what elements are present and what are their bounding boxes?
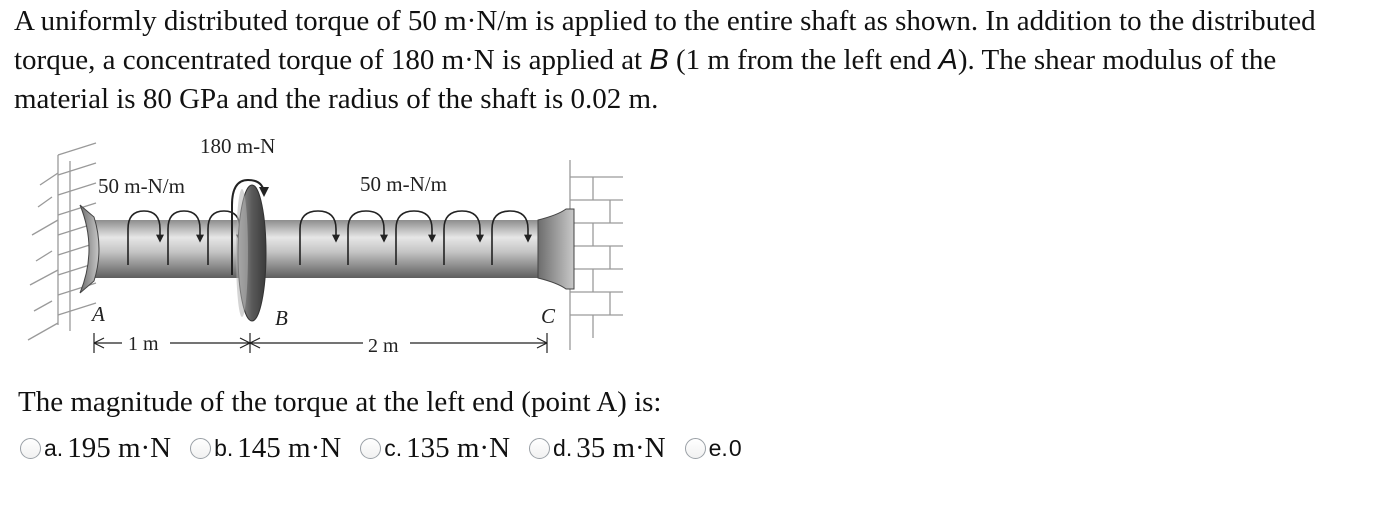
point-b-symbol: B <box>649 44 669 76</box>
option-b[interactable] <box>190 432 341 465</box>
point-a-label: A <box>92 302 105 326</box>
point-a-symbol: A <box>938 44 958 76</box>
right-shaft-end <box>538 209 574 289</box>
distributed-torque-label-right: 50 m-N/m <box>360 172 447 196</box>
option-letter: e. <box>708 435 728 461</box>
option-e[interactable] <box>685 435 746 462</box>
option-value: 195 m·N <box>67 432 172 464</box>
option-letter: c. <box>384 435 403 461</box>
problem-text-part2: (1 m from the left end <box>668 44 939 76</box>
answer-options <box>20 432 765 465</box>
radio-button-a[interactable] <box>20 438 41 459</box>
option-d[interactable] <box>529 432 666 465</box>
problem-text-part1: A uniformly distributed torque of 50 m·N/m is applied to the entire shaft as shown. In addition to the distributed torque, a concentrated torque of 180 m·N is applied at <box>14 5 1316 76</box>
right-wall <box>570 160 623 350</box>
shaft-diagram <box>18 125 638 375</box>
question-text: The magnitude of the torque at the left end (point A) is: <box>18 386 662 418</box>
problem-text-part3: ). The shear modulus of the material is 80 GPa and the radius of the shaft is 0.02 m. <box>14 44 1277 115</box>
shaft-body <box>90 220 565 278</box>
radio-button-d[interactable] <box>529 438 550 459</box>
disk-b-face <box>236 189 248 317</box>
option-value: 145 m·N <box>237 432 342 464</box>
option-letter: b. <box>214 435 234 461</box>
dimension-1m: 1 m <box>128 333 159 355</box>
left-shaft-end <box>80 205 99 293</box>
distributed-torque-label-left: 50 m-N/m <box>98 174 185 198</box>
point-b-label: B <box>275 306 288 330</box>
option-a[interactable] <box>20 432 171 465</box>
dimension-line <box>94 333 547 353</box>
problem-statement <box>14 2 1374 119</box>
radio-button-b[interactable] <box>190 438 211 459</box>
dimension-2m: 2 m <box>368 335 399 357</box>
option-value: 0 <box>728 435 742 461</box>
option-c[interactable] <box>360 432 510 465</box>
point-c-label: C <box>541 304 556 328</box>
option-value: 35 m·N <box>576 432 666 464</box>
radio-button-e[interactable] <box>685 438 706 459</box>
option-letter: d. <box>553 435 573 461</box>
radio-button-c[interactable] <box>360 438 381 459</box>
concentrated-torque-label: 180 m-N <box>200 134 276 158</box>
left-wall <box>28 143 96 340</box>
option-value: 135 m·N <box>406 432 511 464</box>
option-letter: a. <box>44 435 64 461</box>
